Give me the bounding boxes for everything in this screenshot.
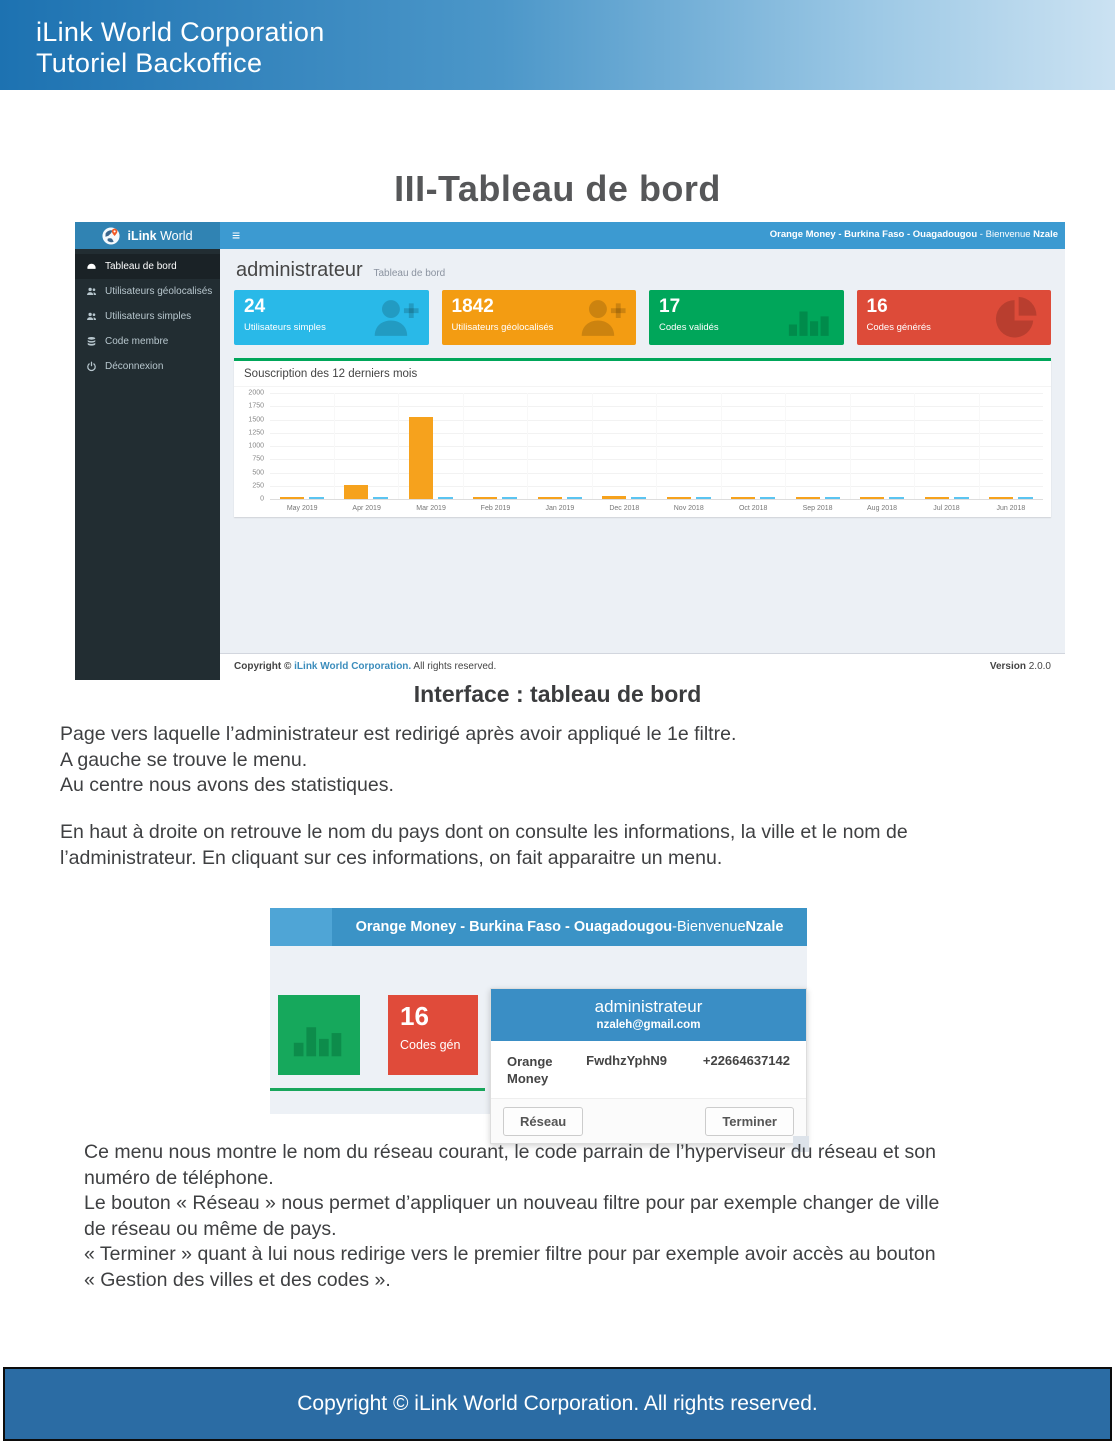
popup-navbar [270, 908, 807, 946]
user-menu-title: administrateur [594, 997, 703, 1016]
user-menu-details [491, 1041, 806, 1087]
document-footer [3, 1367, 1112, 1441]
bar-orange [860, 497, 884, 499]
bar-blue [438, 497, 453, 499]
x-axis-label: Dec 2018 [609, 505, 640, 512]
navbar-fragment [270, 908, 332, 946]
paragraph-2-line-1: En haut à droite on retrouve le nom du pays dont on consulte les informations, la ville et le nom de [60, 821, 908, 843]
bar-blue [309, 497, 324, 499]
version-label: Version [989, 661, 1026, 672]
menu-screenshot [270, 908, 807, 1129]
database-icon [86, 336, 97, 347]
bar-group [850, 393, 915, 499]
sidebar-item-0[interactable] [75, 254, 220, 279]
x-axis-label: Aug 2018 [867, 505, 897, 512]
x-axis-label: Oct 2018 [738, 505, 768, 512]
document-subtitle: Tutoriel Backoffice [36, 48, 263, 78]
main-content [220, 249, 1065, 680]
phone-number: +22664637142 [702, 1053, 790, 1068]
sidebar-item-1[interactable] [75, 279, 220, 304]
subscriptions-chart-card [234, 358, 1051, 517]
stat-label: Codes générés [866, 322, 931, 333]
greeting: Bienvenue [985, 229, 1034, 240]
paragraph-3-line-3: Le bouton « Réseau » nous permet d’appliquer un nouveau filtre pour par exemple changer de ville [84, 1192, 940, 1214]
separator: - [672, 919, 678, 935]
bar-orange [989, 497, 1013, 499]
stat-label: Utilisateurs géolocalisés [451, 322, 554, 333]
dashboard-footer [220, 653, 1065, 680]
y-axis-tick: 500 [252, 469, 264, 476]
bar-orange [280, 497, 304, 499]
stat-value: 24 [244, 296, 266, 317]
breadcrumb: Tableau de bord [373, 268, 446, 279]
document-header [0, 0, 1115, 90]
x-axis-label: Apr 2019 [352, 505, 381, 512]
version-badge [990, 654, 1051, 680]
gridline [270, 499, 1043, 500]
x-axis-label: Sep 2018 [802, 505, 833, 512]
stat-value: 17 [659, 296, 681, 317]
stat-label: Utilisateurs simples [244, 322, 326, 333]
paragraph-1-line-2: A gauche se trouve le menu. [60, 748, 308, 771]
bar-blue [502, 497, 517, 499]
user-name: Nzale [1033, 229, 1058, 240]
bar-blue [825, 497, 840, 499]
x-axis-label: May 2019 [286, 505, 318, 512]
copyright-prefix: Copyright © [234, 661, 295, 672]
bar-group [398, 393, 463, 499]
bar-blue [696, 497, 711, 499]
bar-orange [731, 497, 755, 499]
stat-value: 16 [866, 296, 888, 317]
pie-chart-icon [991, 295, 1043, 341]
bar-blue [373, 497, 388, 499]
paragraph-2-line-2: l’administrateur. En cliquant sur ces informations, on fait apparaitre un menu. [60, 846, 723, 869]
paragraph-1-line-1: Page vers laquelle l’administrateur est redirigé après avoir appliqué le 1e filtre. [60, 723, 737, 745]
sidebar-item-label: Utilisateurs simples [105, 311, 192, 322]
stat-label: Codes validés [659, 322, 719, 333]
x-axis-label: Nov 2018 [673, 505, 704, 512]
menu-toggle-icon[interactable]: ≡ [232, 227, 241, 243]
user-context[interactable] [770, 229, 1058, 240]
subscriptions-bar-chart [238, 389, 1045, 517]
figure-caption: Interface : tableau de bord [413, 681, 702, 707]
user-plus-icon [576, 295, 628, 341]
tachometer-icon [86, 261, 97, 272]
x-axis-label: Jun 2018 [996, 505, 1026, 512]
y-axis-tick: 1000 [248, 442, 264, 450]
bar-orange [538, 497, 562, 499]
paragraph-2 [60, 820, 908, 871]
bar-blue [889, 497, 904, 499]
stat-card-0[interactable] [234, 290, 429, 345]
user-email: nzaleh@gmail.com [596, 1019, 701, 1031]
paragraph-1-line-3: Au centre nous avons des statistiques. [60, 774, 394, 796]
user-name: Nzale [745, 919, 784, 935]
bar-orange [473, 497, 497, 499]
dashboard-screenshot [75, 222, 1065, 680]
company-link[interactable]: iLink World Corporation. [294, 661, 412, 672]
x-axis-label: Jul 2018 [933, 505, 960, 512]
dashboard-copyright [234, 661, 496, 672]
codes-generes-card-fragment [388, 995, 478, 1075]
app-logo[interactable] [75, 222, 220, 249]
bar-group [656, 393, 721, 499]
users-icon [86, 311, 97, 322]
company-name: iLink World Corporation [36, 17, 325, 47]
bar-group [592, 393, 657, 499]
version-value: 2.0.0 [1025, 661, 1051, 672]
chart-title: Souscription des 12 derniers mois [234, 361, 1051, 387]
bar-chart-icon [288, 1007, 350, 1063]
bar-orange [602, 496, 626, 499]
y-axis-tick: 1250 [248, 429, 264, 437]
sidebar-item-4[interactable] [75, 354, 220, 379]
page-heading: administrateur [236, 259, 363, 281]
sidebar-item-label: Tableau de bord [105, 261, 177, 272]
bar-blue [631, 497, 646, 499]
paragraph-3-line-6: « Gestion des villes et des codes ». [84, 1268, 391, 1291]
sidebar-item-label: Déconnexion [105, 361, 164, 372]
x-axis-label: Jan 2019 [545, 505, 575, 512]
user-context-bar[interactable] [332, 908, 807, 946]
brand-text [127, 229, 192, 243]
bar-blue [567, 497, 582, 499]
y-axis-tick: 1500 [248, 416, 264, 423]
bar-group [785, 393, 850, 499]
footer-copyright: Copyright © iLink World Corporation. All rights reserved. [297, 1392, 818, 1415]
bar-group [527, 393, 592, 499]
bar-group [721, 393, 786, 499]
bar-orange [344, 485, 368, 499]
sponsor-code: FwdhzYphN9 [586, 1053, 668, 1068]
user-menu-header [491, 989, 806, 1041]
chart-bars [270, 393, 1043, 499]
stat-card-2[interactable] [649, 290, 844, 345]
content-header [236, 259, 1051, 282]
network-country-city: Orange Money - Burkina Faso - Ouagadougou [769, 229, 978, 240]
bar-group [270, 393, 334, 499]
y-axis-tick: 250 [252, 482, 264, 490]
stat-value: 1842 [451, 296, 494, 317]
network-country-city: Orange Money - Burkina Faso - Ouagadougou [355, 919, 673, 935]
globe-pin-icon [102, 227, 120, 245]
paragraph-3-line-5: « Terminer » quant à lui nous redirige vers le premier filtre pour par exemple avoir accès au bouton [84, 1243, 936, 1265]
sidebar-item-2[interactable] [75, 304, 220, 329]
stat-card-1[interactable] [442, 290, 637, 345]
sidebar-item-label: Utilisateurs géolocalisés [105, 286, 213, 297]
stat-value: 16 [400, 1001, 429, 1031]
paragraph-1 [60, 722, 736, 799]
network-name: Orange Money [507, 1054, 553, 1086]
codes-valides-card-fragment [278, 995, 360, 1075]
paragraph-3-line-2: numéro de téléphone. [84, 1166, 274, 1189]
user-menu-footer [491, 1098, 806, 1143]
popup-body [270, 946, 807, 1129]
bar-orange [667, 497, 691, 499]
y-axis-tick: 0 [260, 495, 264, 503]
users-icon [86, 286, 97, 297]
paragraph-3 [84, 1140, 939, 1293]
user-menu [490, 988, 807, 1144]
dashboard-navbar [75, 222, 1065, 249]
bar-blue [760, 497, 775, 499]
sidebar-item-3[interactable] [75, 329, 220, 354]
bar-chart-icon [784, 295, 836, 341]
y-axis-tick: 2000 [248, 389, 264, 397]
bar-group [334, 393, 399, 499]
section-title: III-Tableau de bord [394, 168, 721, 209]
chart-card-edge [270, 1088, 485, 1091]
bar-group [979, 393, 1044, 499]
paragraph-3-line-1: Ce menu nous montre le nom du réseau courant, le code parrain de l’hyperviseur du réseau et son [84, 1141, 936, 1163]
bar-orange [796, 497, 820, 499]
bar-blue [1018, 497, 1033, 499]
separator: - [977, 229, 986, 240]
reseau-button[interactable]: Réseau [503, 1107, 583, 1136]
bar-blue [954, 497, 969, 499]
bar-group [914, 393, 979, 499]
x-axis [270, 505, 1043, 517]
stat-cards-row [234, 290, 1051, 345]
x-axis-label: Mar 2019 [416, 505, 446, 512]
navbar-bar [220, 222, 1065, 249]
bar-group [463, 393, 528, 499]
stat-card-3[interactable] [857, 290, 1052, 345]
sidebar-item-label: Code membre [105, 336, 169, 347]
brand-bold: iLink [127, 228, 157, 243]
brand-light: World [156, 228, 193, 243]
y-axis-tick: 750 [252, 455, 264, 463]
terminer-button[interactable]: Terminer [705, 1107, 794, 1136]
bar-orange [409, 417, 433, 499]
bar-orange [925, 497, 949, 499]
greeting: Bienvenue [677, 919, 746, 935]
x-axis-label: Feb 2019 [480, 505, 511, 512]
stat-label: Codes gén [400, 1038, 461, 1052]
sidebar [75, 249, 220, 680]
power-icon [86, 361, 97, 372]
paragraph-3-line-4: de réseau ou même de pays. [84, 1217, 337, 1240]
y-axis-tick: 1750 [248, 402, 264, 410]
rights-text: All rights reserved. [411, 661, 497, 672]
user-plus-icon [369, 295, 421, 341]
